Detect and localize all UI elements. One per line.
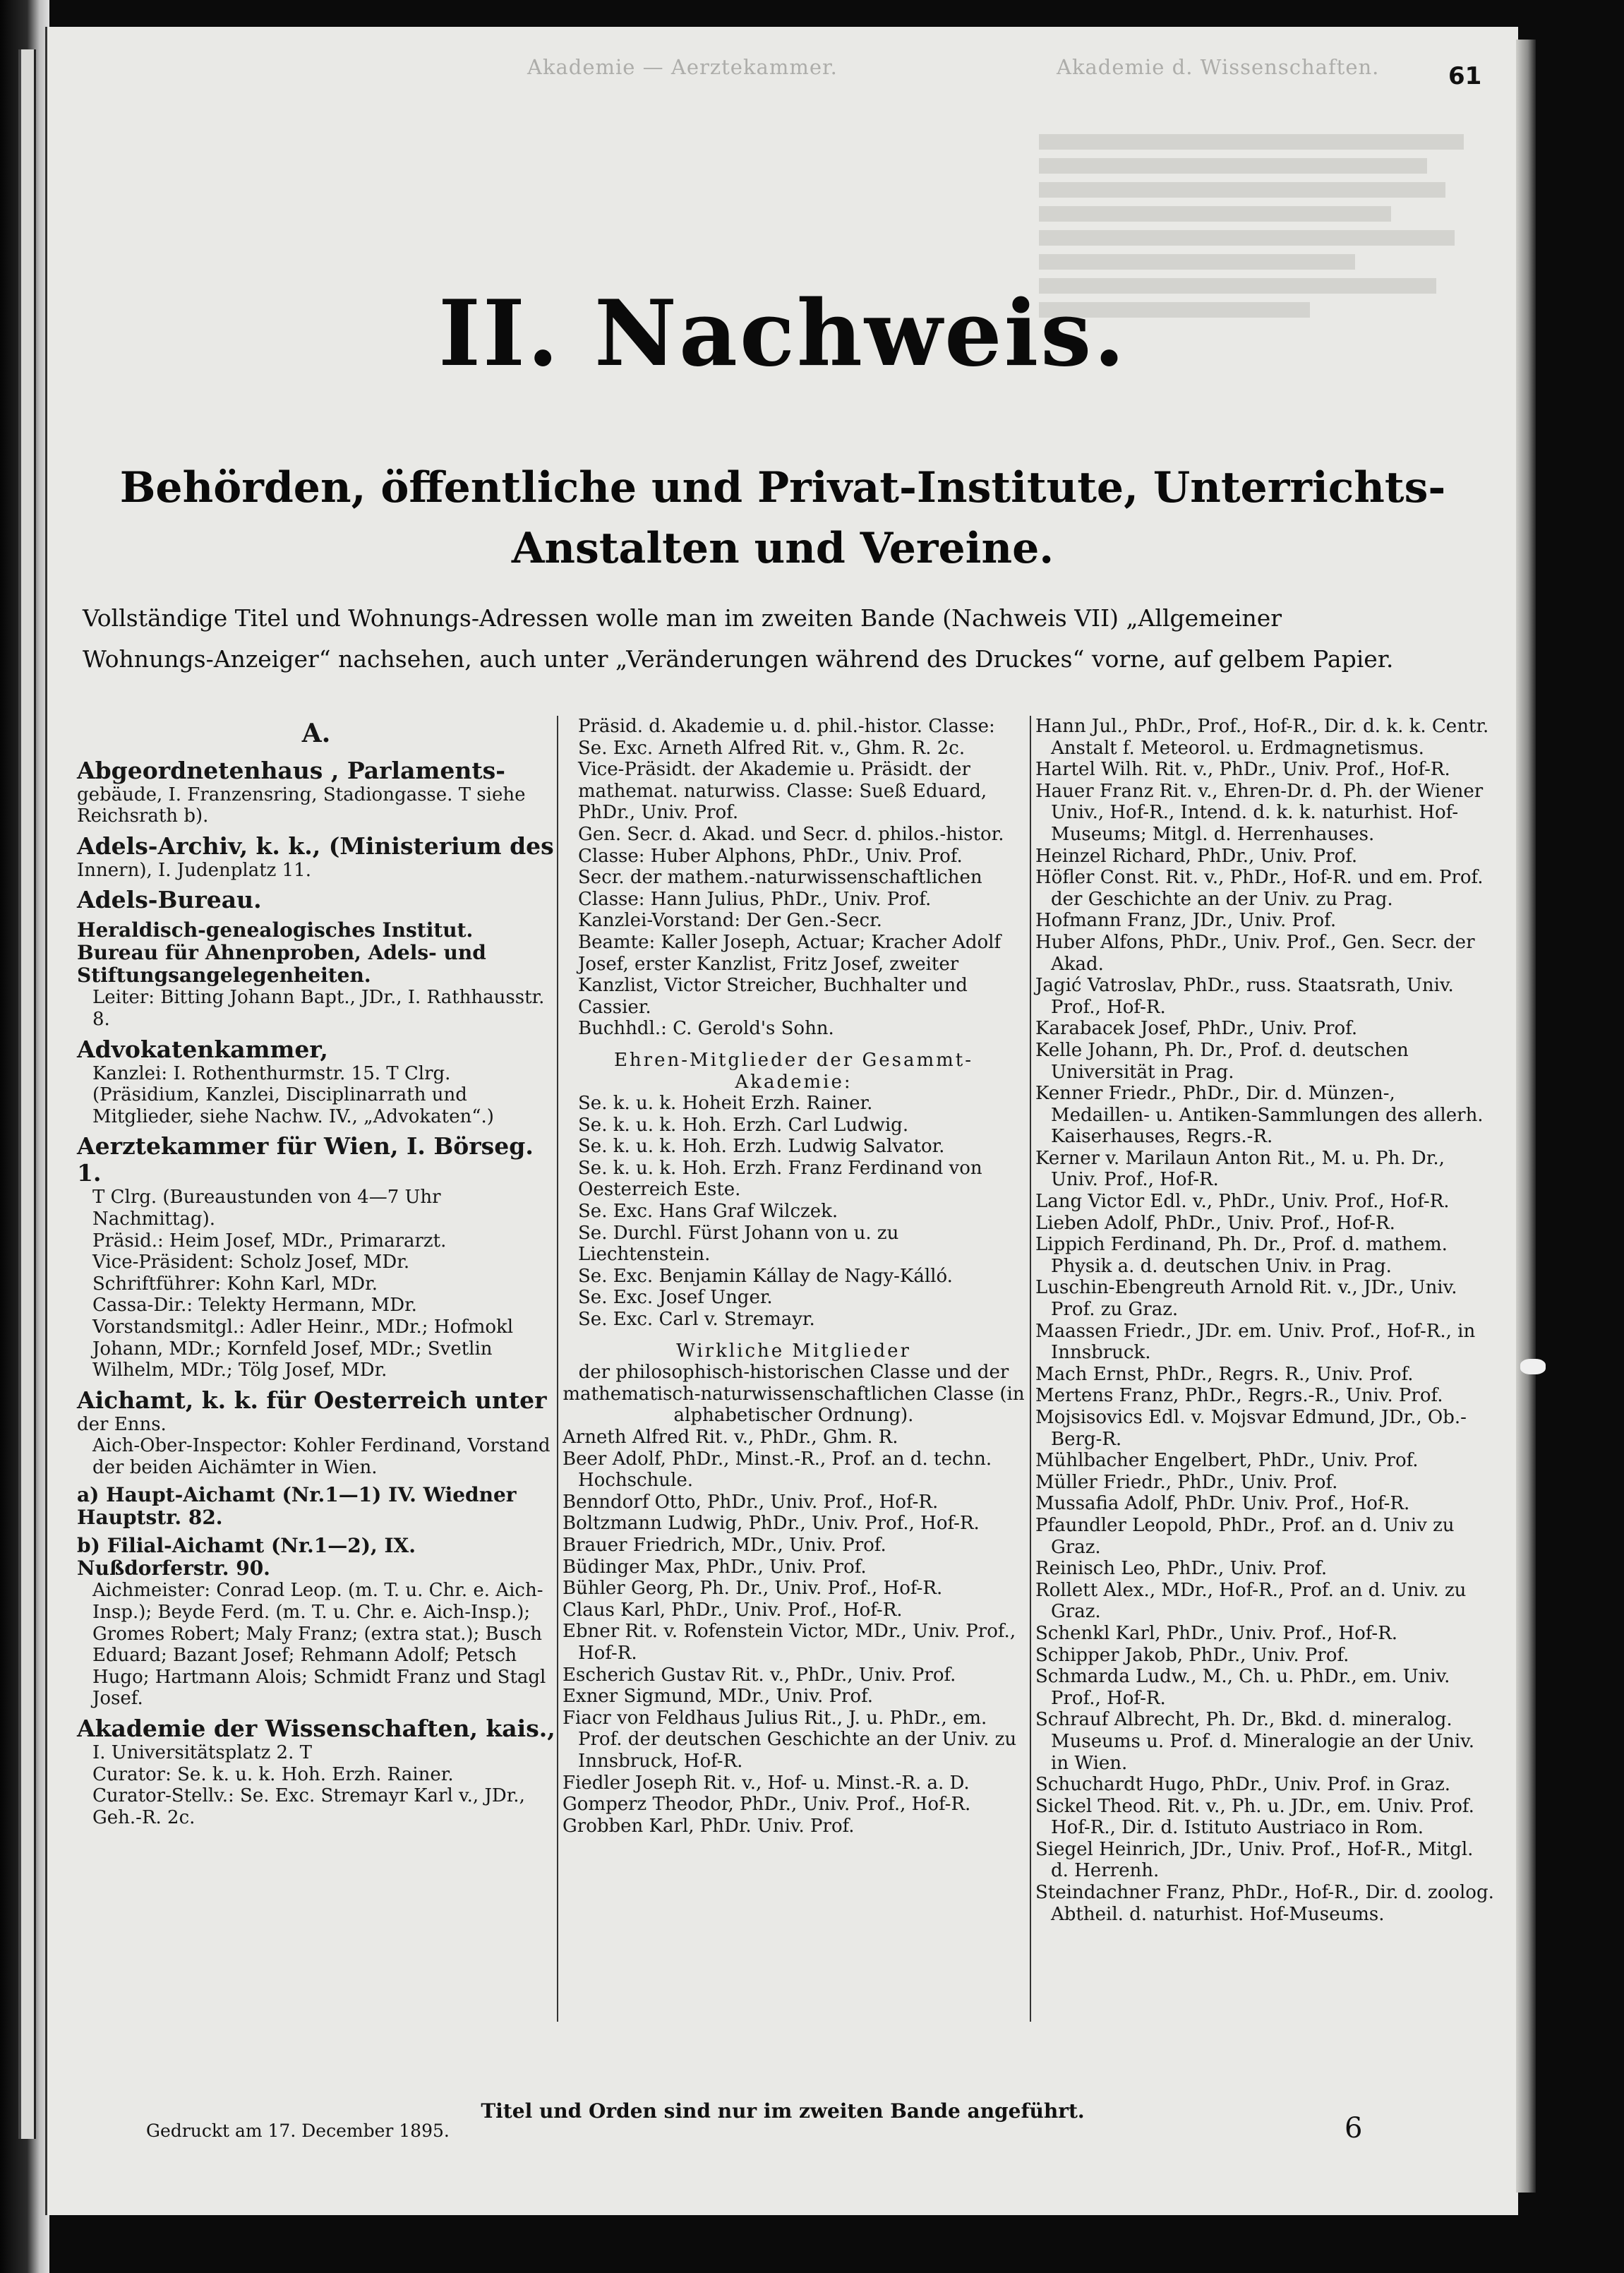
col2-entry: Se. k. u. k. Hoh. Erzh. Franz Ferdinand von Oesterreich Este. (578, 1157, 982, 1201)
col2-entry: Vice-Präsidt. der Akademie u. Präsidt. der mathemat. naturwiss. Classe: Sueß Eduard, PhDr., Univ. Prof. (578, 759, 987, 824)
col1-entry: b) Filial-Aichamt (Nr.1—2), IX. Nußdorferstr. 90. (77, 1534, 416, 1581)
col2-entry: Benndorf Otto, PhDr., Univ. Prof., Hof-R. (563, 1491, 939, 1513)
column-2 (563, 716, 1025, 1837)
col1-entry: Adels-Bureau. (77, 886, 262, 914)
col3-entry: Höfler Const. Rit. v., PhDr., Hof-R. und em. Prof. der Geschichte an der Univ. zu Prag. (1035, 867, 1484, 910)
col3-entry: Pfaundler Leopold, PhDr., Prof. an d. Univ zu Graz. (1035, 1514, 1455, 1558)
col2-entry: Beamte: Kaller Joseph, Actuar; Kracher Adolf Josef, erster Kanzlist, Fritz Josef, zweiter Kanzlist, Victor Streicher, Buchhalter und Cassier. (578, 931, 1002, 1018)
col2-entry: Se. k. u. k. Hoheit Erzh. Rainer. (578, 1093, 873, 1115)
col1-entry: a) Haupt-Aichamt (Nr.1—1) IV. Wiedner Hauptstr. 82. (77, 1483, 517, 1530)
col2-entry: Se. Durchl. Fürst Johann von u. zu Liechtenstein. (578, 1222, 899, 1266)
col3-entry: Hartel Wilh. Rit. v., PhDr., Univ. Prof., Hof-R. (1035, 759, 1450, 781)
col3-entry: Kenner Friedr., PhDr., Dir. d. Münzen-, Medaillen- u. Antiken-Sammlungen des allerh. Kaiserhauses, Regrs.-R. (1035, 1083, 1484, 1148)
col3-entry: Mojsisovics Edl. v. Mojsvar Edmund, JDr., Ob.-Berg-R. (1035, 1407, 1467, 1450)
col3-entry: Reinisch Leo, PhDr., Univ. Prof. (1035, 1558, 1328, 1580)
col3-entry: Heinzel Richard, PhDr., Univ. Prof. (1035, 845, 1358, 867)
print-date: Gedruckt am 17. December 1895. (146, 2121, 450, 2141)
col3-entry: Huber Alfons, PhDr., Univ. Prof., Gen. Secr. der Akad. (1035, 931, 1475, 975)
col2-entry: Beer Adolf, PhDr., Minst.-R., Prof. an d. techn. Hochschule. (563, 1448, 992, 1492)
col3-entry: Maassen Friedr., JDr. em. Univ. Prof., Hof-R., in Innsbruck. (1035, 1320, 1476, 1364)
col1-entry: Abgeordnetenhaus , Parlaments- (77, 756, 505, 784)
col3-entry: Mertens Franz, PhDr., Regrs.-R., Univ. Prof. (1035, 1385, 1443, 1407)
col1-entry: Adels-Archiv, k. k., (Ministerium des (77, 832, 554, 860)
col2-entry: Präsid. d. Akademie u. d. phil.-histor. Classe: Se. Exc. Arneth Alfred Rit. v., Ghm. R. 2c. (578, 716, 995, 759)
col3-entry: Hauer Franz Rit. v., Ehren-Dr. d. Ph. der Wiener Univ., Hof-R., Intend. d. k. k. naturhist. Hof-Museums; Mitgl. d. Herrenhauses. (1035, 780, 1484, 845)
col3-entry: Müller Friedr., PhDr., Univ. Prof. (1035, 1471, 1338, 1493)
previous-page-edge (18, 49, 36, 2139)
col3-entry: Rollett Alex., MDr., Hof-R., Prof. an d. Univ. zu Graz. (1035, 1579, 1467, 1623)
col2-entry: Se. Exc. Hans Graf Wilczek. (578, 1201, 838, 1223)
section-title: II. Nachweis. (438, 281, 1127, 387)
col3-entry: Mach Ernst, PhDr., Regrs. R., Univ. Prof. (1035, 1363, 1414, 1385)
col3-entry: Lang Victor Edl. v., PhDr., Univ. Prof., Hof-R. (1035, 1191, 1450, 1213)
column-3 (1035, 716, 1496, 1925)
col1-entry: Akademie der Wissenschaften, kais., (77, 1715, 555, 1743)
col1-entry: Aich-Ober-Inspector: Kohler Ferdinand, Vorstand der beiden Aichämter in Wien. (92, 1435, 551, 1478)
col2-entry: Escherich Gustav Rit. v., PhDr., Univ. Prof. (563, 1664, 956, 1686)
col2-entry: Büdinger Max, PhDr., Univ. Prof. (563, 1556, 867, 1578)
col2-entry: Se. k. u. k. Hoh. Erzh. Ludwig Salvator. (578, 1136, 945, 1158)
col1-entry: der Enns. (77, 1413, 167, 1435)
col3-entry: Mussafia Adolf, PhDr. Univ. Prof., Hof-R. (1035, 1493, 1410, 1515)
col2-entry: Ehren-Mitglieder der Gesammt-Akademie: (613, 1049, 974, 1093)
col1-entry: Innern), I. Judenplatz 11. (77, 859, 311, 881)
col3-entry: Luschin-Ebengreuth Arnold Rit. v., JDr., Univ. Prof. zu Graz. (1035, 1277, 1457, 1321)
col2-entry: Secr. der mathem.-naturwissenschaftlichen Classe: Hann Julius, PhDr., Univ. Prof. (578, 867, 982, 910)
col2-entry: Se. Exc. Carl v. Stremayr. (578, 1309, 815, 1331)
col1-entry: gebäude, I. Franzensring, Stadiongasse. T siehe Reichsrath b). (77, 784, 526, 827)
section-subtitle-line-1: Behörden, öffentliche und Privat-Institute, Unterrichts- (119, 463, 1446, 512)
col3-entry: Schmarda Ludw., M., Ch. u. PhDr., em. Univ. Prof., Hof-R. (1035, 1666, 1450, 1709)
col3-entry: Schrauf Albrecht, Ph. Dr., Bkd. d. mineralog. Museums u. Prof. d. Mineralogie an der Univ. in Wien. (1035, 1709, 1475, 1774)
footnote: Titel und Orden sind nur im zweiten Bande angeführt. (481, 2099, 1085, 2123)
col1-entry: Präsid.: Heim Josef, MDr., Primararzt. (92, 1230, 447, 1252)
col2-entry: Brauer Friedrich, MDr., Univ. Prof. (563, 1534, 886, 1556)
col2-entry: Fiedler Joseph Rit. v., Hof- u. Minst.-R. a. D. (563, 1772, 970, 1794)
column-1 (77, 716, 555, 1828)
col3-entry: Hann Jul., PhDr., Prof., Hof-R., Dir. d. k. k. Centr. Anstalt f. Meteorol. u. Erdmagnetismus. (1035, 716, 1489, 759)
col1-entry: T Clrg. (Bureaustunden von 4—7 Uhr Nachmittag). (92, 1187, 441, 1230)
col3-entry: Kerner v. Marilaun Anton Rit., M. u. Ph. Dr., Univ. Prof., Hof-R. (1035, 1147, 1445, 1191)
col1-entry: Kanzlei: I. Rothenthurmstr. 15. T Clrg. (92, 1062, 451, 1084)
col2-entry: Arneth Alfred Rit. v., PhDr., Ghm. R. (563, 1427, 898, 1448)
col2-entry: Bühler Georg, Ph. Dr., Univ. Prof., Hof-R. (563, 1578, 943, 1600)
col1-entry: Curator: Se. k. u. k. Hoh. Erzh. Rainer. (92, 1763, 454, 1785)
col1-entry: Vice-Präsident: Scholz Josef, MDr. (92, 1252, 410, 1273)
col1-entry: I. Universitätsplatz 2. T (92, 1742, 312, 1764)
col1-entry: Leiter: Bitting Johann Bapt., JDr., I. Rathhausstr. 8. (92, 987, 545, 1030)
page-edge-right (1516, 40, 1536, 2193)
col3-entry: Kelle Johann, Ph. Dr., Prof. d. deutschen Universität in Prag. (1035, 1039, 1409, 1083)
col2-entry: Boltzmann Ludwig, PhDr., Univ. Prof., Hof-R. (563, 1513, 980, 1535)
col2-entry: Se. Exc. Benjamin Kállay de Nagy-Kálló. (578, 1265, 953, 1287)
col3-entry: Hofmann Franz, JDr., Univ. Prof. (1035, 910, 1337, 932)
col1-entry: Aerztekammer für Wien, I. Börseg. 1. (77, 1132, 534, 1187)
bleed-through-heading-left: Akademie — Aerztekammer. (527, 55, 838, 79)
col3-entry: Steindachner Franz, PhDr., Hof-R., Dir. d. zoolog. Abtheil. d. naturhist. Hof-Museums. (1035, 1882, 1494, 1925)
col1-entry: Cassa-Dir.: Telekty Hermann, MDr. (92, 1295, 417, 1317)
col3-entry: Lieben Adolf, PhDr., Univ. Prof., Hof-R. (1035, 1212, 1395, 1234)
section-subtitle-line-2: Anstalten und Vereine. (511, 524, 1054, 573)
col1-entry: Aichamt, k. k. für Oesterreich unter (77, 1386, 547, 1414)
col1-entry: A. (301, 719, 331, 748)
col1-entry: Vorstandsmitgl.: Adler Heinr., MDr.; Hofmokl Johann, MDr.; Kornfeld Josef, MDr.; Svetlin Wilhelm, MDr.; Tölg Josef, MDr. (92, 1316, 514, 1381)
col1-entry: Heraldisch-genealogisches Institut. Bureau für Ahnenproben, Adels- und Stiftungsangelegenheiten. (77, 918, 486, 988)
col3-entry: Schipper Jakob, PhDr., Univ. Prof. (1035, 1644, 1349, 1666)
col2-entry: Grobben Karl, PhDr. Univ. Prof. (563, 1815, 855, 1837)
col2-entry: Fiacr von Feldhaus Julius Rit., J. u. PhDr., em. Prof. der deutschen Geschichte an der Univ. zu Innsbruck, Hof-R. (563, 1707, 1017, 1772)
col3-entry: Lippich Ferdinand, Ph. Dr., Prof. d. mathem. Physik a. d. deutschen Univ. in Prag. (1035, 1234, 1448, 1277)
col2-entry (563, 1331, 1025, 1341)
col3-entry: Schenkl Karl, PhDr., Univ. Prof., Hof-R. (1035, 1622, 1398, 1644)
col2-entry: Se. Exc. Josef Unger. (578, 1287, 773, 1309)
col2-entry: Kanzlei-Vorstand: Der Gen.-Secr. (578, 910, 882, 932)
paper-speck (1520, 1359, 1546, 1374)
col3-entry: Schuchardt Hugo, PhDr., Univ. Prof. in Graz. (1035, 1774, 1451, 1796)
col2-entry: Se. k. u. k. Hoh. Erzh. Carl Ludwig. (578, 1114, 909, 1136)
col2-entry: Buchhdl.: C. Gerold's Sohn. (578, 1018, 834, 1040)
col2-entry: Exner Sigmund, MDr., Univ. Prof. (563, 1686, 874, 1708)
col2-entry: Ebner Rit. v. Rofenstein Victor, MDr., Univ. Prof., Hof-R. (563, 1621, 1016, 1664)
col1-entry: Advokatenkammer, (77, 1035, 328, 1063)
signature-mark: 6 (1345, 2112, 1363, 2145)
col2-entry: Wirkliche Mitglieder (676, 1340, 911, 1362)
col3-entry: Sickel Theod. Rit. v., Ph. u. JDr., em. Univ. Prof. Hof-R., Dir. d. Istituto Austriaco in Rom. (1035, 1795, 1474, 1839)
col3-entry: Jagić Vatroslav, PhDr., russ. Staatsrath, Univ. Prof., Hof-R. (1035, 975, 1454, 1018)
bleed-through-heading-right: Akademie d. Wissenschaften. (1057, 55, 1380, 79)
column-divider-2 (1030, 716, 1031, 2022)
intro-line-1: Vollständige Titel und Wohnungs-Adressen wolle man im zweiten Bande (Nachweis VII) „Allgemeiner (83, 604, 1282, 632)
col2-entry: Gen. Secr. d. Akad. und Secr. d. philos.-histor. Classe: Huber Alphons, PhDr., Univ. Prof. (578, 823, 1004, 867)
document-page (45, 27, 1518, 2215)
col1-entry: (Präsidium, Kanzlei, Disciplinarrath und Mitglieder, siehe Nachw. IV., „Advokaten“.) (92, 1084, 494, 1127)
col1-entry: Aichmeister: Conrad Leop. (m. T. u. Chr. e. Aich-Insp.); Beyde Ferd. (m. T. u. Chr. e. Aich-Insp.); Gromes Robert; Maly Franz; (extra stat.); Busch Eduard; Bazant Josef; Rehmann Adolf; Petsch Hugo; Hartmann Alois; Schmidt Franz und Stagl Josef. (92, 1580, 546, 1710)
col2-entry: Claus Karl, PhDr., Univ. Prof., Hof-R. (563, 1599, 903, 1621)
col2-entry: Gomperz Theodor, PhDr., Univ. Prof., Hof-R. (563, 1794, 971, 1816)
col1-entry: Curator-Stellv.: Se. Exc. Stremayr Karl v., JDr., Geh.-R. 2c. (92, 1785, 525, 1828)
col2-entry (563, 1040, 1025, 1050)
col1-entry: Schriftführer: Kohn Karl, MDr. (92, 1273, 378, 1295)
column-divider-1 (557, 716, 558, 2022)
col2-entry: der philosophisch-historischen Classe und der mathematisch-naturwissenschaftlichen Classe (in alphabetischer Ordnung). (563, 1362, 1025, 1427)
intro-line-2: Wohnungs-Anzeiger“ nachsehen, auch unter „Veränderungen während des Druckes“ vorne, auf gelbem Papier. (83, 645, 1394, 673)
col3-entry: Siegel Heinrich, JDr., Univ. Prof., Hof-R., Mitgl. d. Herrenh. (1035, 1838, 1474, 1882)
page-number: 61 (1448, 62, 1482, 90)
col3-entry: Mühlbacher Engelbert, PhDr., Univ. Prof. (1035, 1450, 1419, 1472)
col3-entry: Karabacek Josef, PhDr., Univ. Prof. (1035, 1018, 1358, 1040)
